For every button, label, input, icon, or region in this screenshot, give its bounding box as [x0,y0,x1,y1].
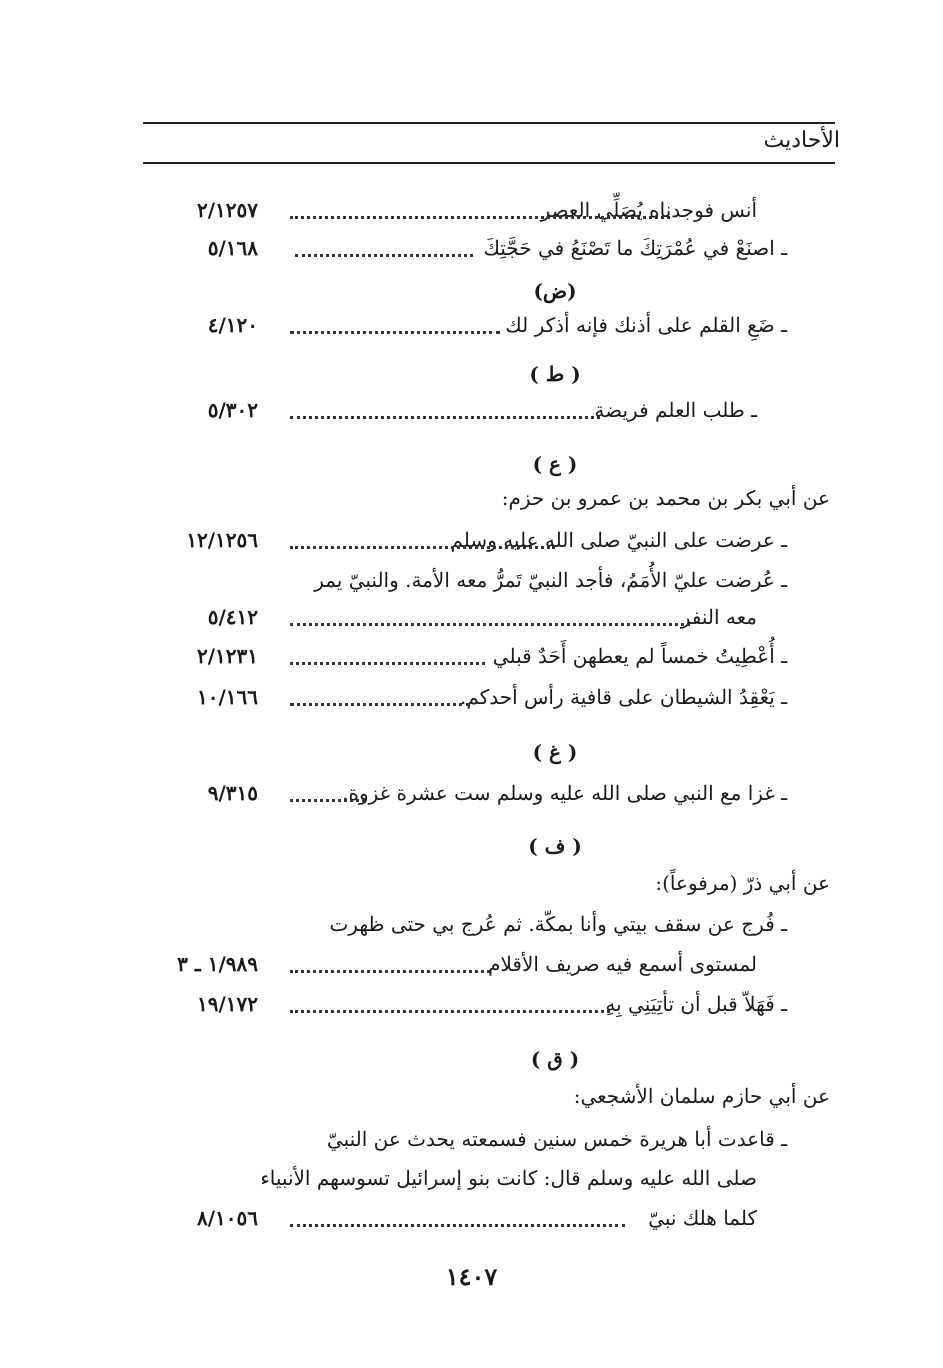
hadith-text-continued: لمستوى أسمع فيه صريف الأقلام [488,952,757,976]
leader-dots [290,331,500,334]
hadith-text: ـ ضَعِ القلم على أذنك فإنه أذكر لك [505,313,787,337]
hadith-text-continued: صلى الله عليه وسلم قال: كانت بنو إسرائيل تسوسهم الأنبياء [260,1166,757,1190]
reference: ٩/٣١٥ [207,781,258,805]
reference: ٥/٣٠٢ [207,398,258,422]
leader-dots [290,623,690,626]
hadith-text: ـ أُعْطِيتُ خمساً لم يعطهن أَحَدٌ قبلي [492,644,787,668]
leader-dots [290,1010,610,1013]
hadith-text: ـ غزا مع النبي صلى الله عليه وسلم ست عشرة غزوة. [342,781,787,805]
entry-line [130,1198,830,1238]
hadith-text: ـ يَعْقِدُ الشيطان على قافية رأس أحدكم. [460,685,787,709]
hadith-text: ـ عُرضت عليّ الأُمَمُ، فأجد النبيّ تَمرُّ معه الأمة. والنبيّ يمر [314,568,787,592]
leader-dots [290,703,470,706]
entry-line [130,1158,830,1198]
page-number: ١٤٠٧ [445,1262,498,1291]
narrator-intro: عن أبي حازم سلمان الأشجعي: [573,1084,830,1108]
leader-dots [290,216,670,219]
entry-line [130,597,830,637]
entry-line [130,560,830,600]
leader-dots [290,1224,625,1227]
hadith-text-continued: كلما هلك نبيّ [648,1206,757,1230]
section-letter: ( غ ) [532,740,578,764]
section-letter: ( ط ) [529,362,581,386]
narrator-intro: عن أبي ذرّ (مرفوعاً): [655,871,830,895]
running-header-title: الأحاديث [763,128,840,153]
hadith-text: ـ قاعدت أبا هريرة خمس سنين فسمعته يحدث عن النبيّ [326,1127,787,1151]
entry-line [130,390,830,430]
hadith-text: ـ فُرج عن سقف بيتي وأنا بمكّة. ثم عُرج بي حتى ظهرت [329,912,787,936]
leader-dots [290,662,485,665]
hadith-text-continued: معه النفر [680,605,757,629]
entry-line [130,228,830,268]
reference: ١/٩٨٩ ـ ٣ [177,952,258,976]
reference: ١٢/١٢٥٦ [186,528,258,552]
hadith-text: ـ عرضت على النبيّ صلى الله عليه وسلم [450,528,787,552]
reference: ٤/١٢٠ [207,313,258,337]
leader-dots [290,416,600,419]
reference: ١٩/١٧٢ [196,992,258,1016]
entry-line [130,773,830,813]
section-letter: (ض) [533,279,577,303]
reference: ٥/١٦٨ [207,236,258,260]
header-top-rule [143,122,835,124]
entry-line [130,1119,830,1159]
reference: ٨/١٠٥٦ [196,1206,258,1230]
entry-line [130,944,830,984]
entry-line [130,677,830,717]
reference: ٢/١٢٣١ [196,644,258,668]
hadith-text: ـ طلب العلم فريضة [594,398,757,422]
leader-dots [290,970,490,973]
entry-line [130,190,830,230]
leader-dots [295,254,473,257]
reference: ٢/١٢٥٧ [196,198,258,222]
hadith-text: أنس فوجدناه يُصَلِّي العصر [540,198,757,222]
leader-dots [290,546,555,549]
entry-line [130,984,830,1024]
entry-line [130,305,830,345]
header-bottom-rule [143,162,835,164]
leader-dots [290,799,365,802]
hadith-text: ـ اصنَعْ في عُمْرَتِكَ ما تَصْنَعُ في حَجَّتِكَ [483,236,787,260]
entry-line [130,904,830,944]
reference: ٥/٤١٢ [207,605,258,629]
section-letter: ( ق ) [530,1047,580,1071]
section-letter: ( ف ) [528,834,582,858]
entry-line [130,636,830,676]
entry-line [130,520,830,560]
narrator-intro: عن أبي بكر بن محمد بن عمرو بن حزم: [501,486,830,510]
reference: ١٠/١٦٦ [196,685,258,709]
hadith-text: ـ فَهَلاّ قبل أن تأتِيَنِي بِهِ [605,992,787,1016]
section-letter: ( ع ) [532,452,578,476]
